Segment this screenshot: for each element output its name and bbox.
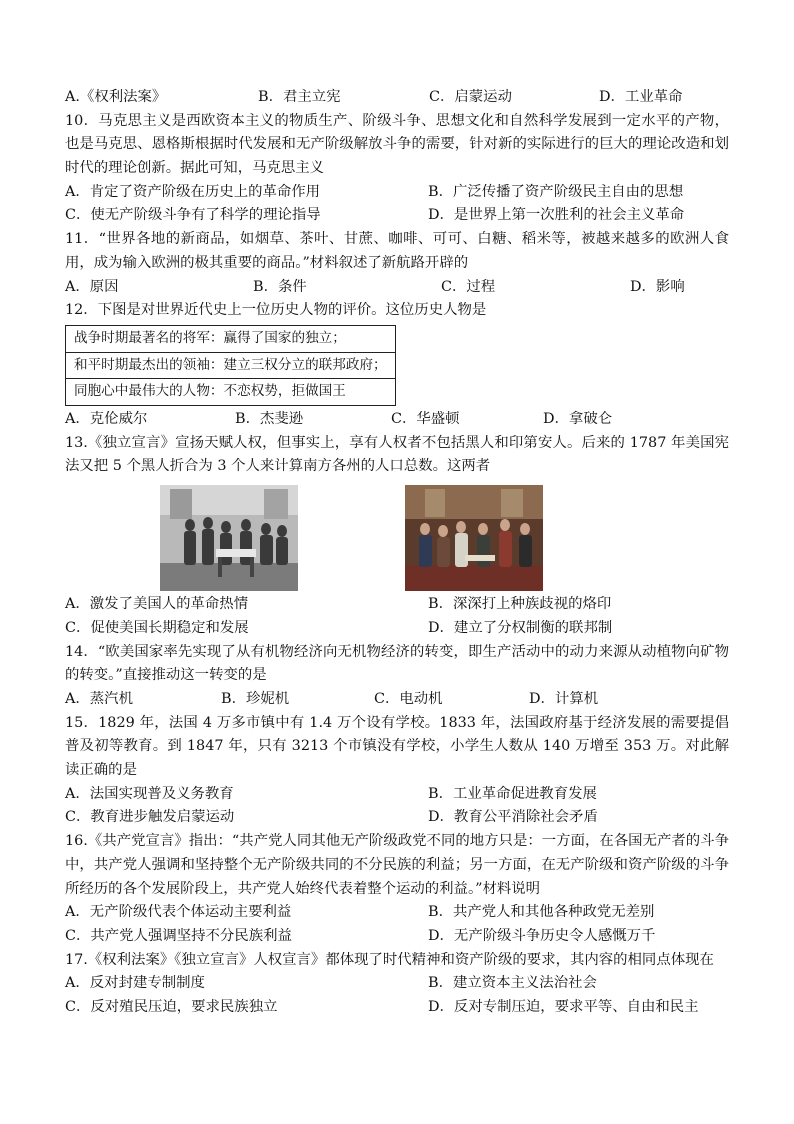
q14-option-d[interactable]: D．计算机 [529, 690, 599, 707]
q12-option-a[interactable]: A．克伦威尔 [65, 411, 148, 428]
q10-options-row1 [65, 181, 735, 205]
q10-stem: 10．马克思主义是西欧资本主义的物质生产、阶级斗争、思想文化和自然科学发展到一定水平的产物，也是马克思、恩格斯根据时代发展和无产阶级解放斗争的需要，针对新的实际进行的巨大的理论改造和划时代的理论创新。据此可知，马克思主义 [65, 112, 729, 177]
q12-option-d[interactable]: D．拿破仑 [543, 411, 613, 428]
q12-option-b[interactable]: B．杰斐逊 [235, 411, 304, 428]
q10-option-d[interactable]: D．是世界上第一次胜利的社会主义革命 [428, 207, 685, 224]
q10-option-c[interactable]: C．使无产阶级斗争有了科学的理论指导 [65, 207, 321, 224]
q10-option-a[interactable]: A．肯定了资产阶级在历史上的革命作用 [65, 183, 321, 200]
q11-option-b[interactable]: B．条件 [253, 278, 307, 295]
q15-option-d[interactable]: D．教育公平消除社会矛盾 [428, 809, 598, 826]
q12-table-row: 同胞心中最伟大的人物：不恋权势，拒做国王 [66, 379, 396, 406]
q13-option-a[interactable]: A．激发了美国人的革命热情 [65, 596, 249, 613]
q12-table-row: 和平时期最杰出的领袖：建立三权分立的联邦政府； [66, 352, 396, 379]
q16-options-row2 [65, 925, 735, 949]
q15-option-a[interactable]: A．法国实现普及义务教育 [65, 785, 234, 802]
q12-options [65, 408, 735, 432]
exam-page [65, 86, 735, 1020]
q17-option-b[interactable]: B．建立资本主义法治社会 [428, 975, 597, 992]
q16-option-c[interactable]: C．共产党人强调坚持不分民族利益 [65, 927, 292, 944]
q16-options-row1 [65, 901, 735, 925]
q17-stem: 17.《权利法案》《独立宣言》人权宣言》都体现了时代精神和资产阶级的要求，其内容的相同点体现在 [65, 951, 714, 968]
q12-stem: 12．下图是对世界近代史上一位历史人物的评价。这位历史人物是 [65, 302, 487, 319]
q15-stem: 15．1829 年，法国 4 万多市镇中有 1.4 万个设有学校。1833 年，法国政府基于经济发展的需要提倡普及初等教育。到 1847 年，只有 3213 个市镇没有学校，小学生人数从 140 万增至 353 万。对此解读正确的是 [65, 714, 729, 779]
q14-option-c[interactable]: C．电动机 [374, 690, 443, 707]
q9-options [65, 86, 735, 110]
q9-option-c[interactable]: C．启蒙运动 [429, 89, 512, 105]
q13-options-row2 [65, 617, 735, 641]
q14-option-b[interactable]: B．珍妮机 [221, 690, 290, 707]
q13-option-b[interactable]: B．深深打上种族歧视的烙印 [428, 596, 612, 613]
signing-declaration-image [160, 485, 298, 591]
q11-stem: 11．“世界各地的新商品，如烟草、茶叶、甘蔗、咖啡、可可、白糖、稻米等，被越来越多的欧洲人食用，成为输入欧洲的极其重要的商品。”材料叙述了新航路开辟的 [65, 231, 729, 271]
q17-option-c[interactable]: C．反对殖民压迫，要求民族独立 [65, 998, 278, 1015]
q12-option-c[interactable]: C．华盛顿 [391, 411, 460, 428]
q11-options [65, 276, 735, 300]
q10-options-row2 [65, 204, 735, 228]
q12-table-row: 战争时期最著名的将军：赢得了国家的独立； [66, 325, 396, 352]
q15-options-row1 [65, 783, 735, 807]
q13-stem: 13.《独立宣言》宣扬天赋人权，但事实上，享有人权者不包括黑人和印第安人。后来的 1787 年美国宪法又把 5 个黑人折合为 3 个人来计算南方各州的人口总数。这两者 [65, 434, 729, 475]
q9-option-d[interactable]: D．工业革命 [599, 89, 683, 105]
q14-option-a[interactable]: A．蒸汽机 [65, 690, 133, 707]
q13-option-d[interactable]: D．建立了分权制衡的联邦制 [428, 619, 613, 636]
q17-option-a[interactable]: A．反对封建专制制度 [65, 975, 205, 992]
q11-option-d[interactable]: D．影响 [630, 278, 685, 295]
q13-option-c[interactable]: C．促使美国长期稳定和发展 [65, 619, 249, 636]
q17-options-row2 [65, 996, 735, 1020]
q15-option-c[interactable]: C．教育进步触发启蒙运动 [65, 809, 235, 826]
q17-options-row1 [65, 972, 735, 996]
q14-options [65, 688, 735, 712]
q16-option-b[interactable]: B．共产党人和其他各种政党无差别 [428, 904, 655, 921]
independence-hall-painting-image [405, 485, 543, 591]
q17-option-d[interactable]: D．反对专制压迫，要求平等、自由和民主 [428, 998, 699, 1015]
q13-options-row1 [65, 593, 735, 617]
q16-option-a[interactable]: A．无产阶级代表个体运动主要利益 [65, 904, 292, 921]
q14-stem: 14．“欧美国家率先实现了从有机物经济向无机物经济的转变，即生产活动中的动力来源从动植物向矿物的转变。”直接推动这一转变的是 [65, 643, 729, 684]
q11-option-a[interactable]: A．原因 [65, 278, 119, 295]
q10-option-b[interactable]: B．广泛传播了资产阶级民主自由的思想 [428, 183, 684, 200]
q16-option-d[interactable]: D．无产阶级斗争历史令人感慨万千 [428, 927, 656, 944]
q15-options-row2 [65, 806, 735, 830]
q16-stem: 16.《共产党宣言》指出：“共产党人同其他无产阶级政党不同的地方只是：一方面，在各国无产者的斗争中，共产党人强调和坚持整个无产阶级共同的不分民族的利益；另一方面，在无产阶级和资产阶级的斗争所经历的各个发展阶段上，共产党人始终代表着整个运动的利益。”材料说明 [65, 833, 729, 897]
q11-option-c[interactable]: C．过程 [441, 278, 496, 295]
q12-evaluation-table [65, 325, 396, 406]
q13-images [65, 485, 735, 591]
q15-option-b[interactable]: B．工业革命促进教育发展 [428, 785, 597, 802]
q9-option-a[interactable]: A.《权利法案》 [65, 89, 167, 105]
q9-option-b[interactable]: B．君主立宪 [258, 89, 341, 105]
